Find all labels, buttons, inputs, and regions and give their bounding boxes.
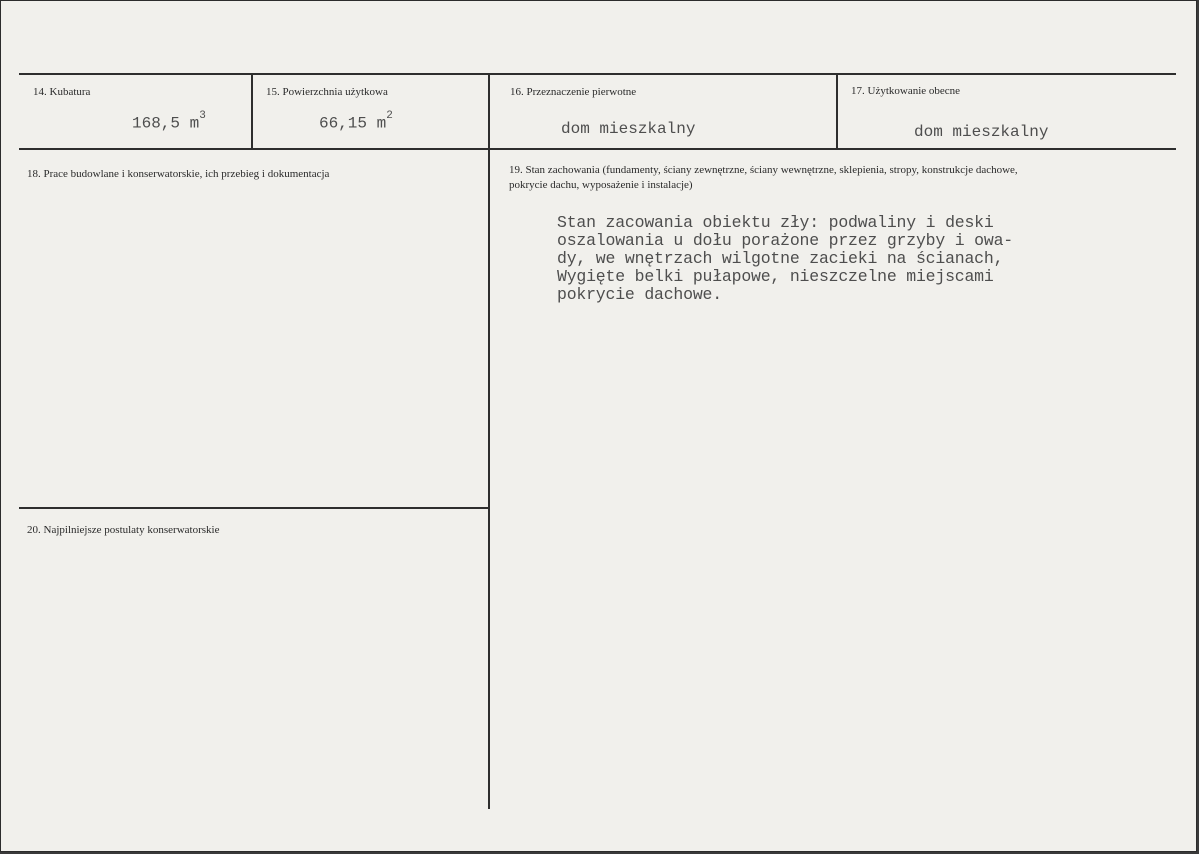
field-14-value-text: 168,5 m [132, 114, 200, 133]
field-14-value [132, 110, 206, 133]
divider-16-17 [836, 73, 838, 150]
header-bottom-rule [19, 148, 1176, 150]
field-15-label: 15. Powierzchnia użytkowa [266, 86, 388, 98]
field-16-label: 16. Przeznaczenie pierwotne [510, 86, 637, 98]
field-20-label: 20. Najpilniejsze postulaty konserwatorskie [27, 524, 220, 536]
field-15-value-text: 66,15 m [319, 114, 387, 133]
field-15-value [319, 110, 393, 133]
field-15-value-exponent: 2 [386, 110, 393, 122]
top-rule [19, 73, 1176, 75]
field-14-label: 14. Kubatura [33, 86, 91, 98]
field-17-value: dom mieszkalny [914, 123, 1049, 141]
field-17-label: 17. Użytkowanie obecne [851, 85, 961, 97]
field-18-label: 18. Prace budowlane i konserwatorskie, ich przebieg i dokumentacja [27, 168, 330, 180]
field-16-value: dom mieszkalny [561, 120, 696, 138]
left-middle-rule [19, 507, 490, 509]
divider-main [488, 73, 490, 809]
field-19-label: 19. Stan zachowania (fundamenty, ściany zewnętrzne, ściany wewnętrzne, sklepienia, stropy, konstrukcje dachowe, pokrycie dachu, wyposażenie i instalacje) [509, 164, 1018, 191]
divider-14-15 [251, 73, 253, 150]
field-14-value-exponent: 3 [199, 110, 206, 122]
field-19-typed-text: Stan zacowania obiektu zły: podwaliny i deski oszalowania u dołu porażone przez grzyby i owa- dy, we wnętrzach wilgotne zacieki na ścianach, Wygięte belki pułapowe, nieszczelne miejscami pokrycie dachowe. [557, 213, 1013, 304]
